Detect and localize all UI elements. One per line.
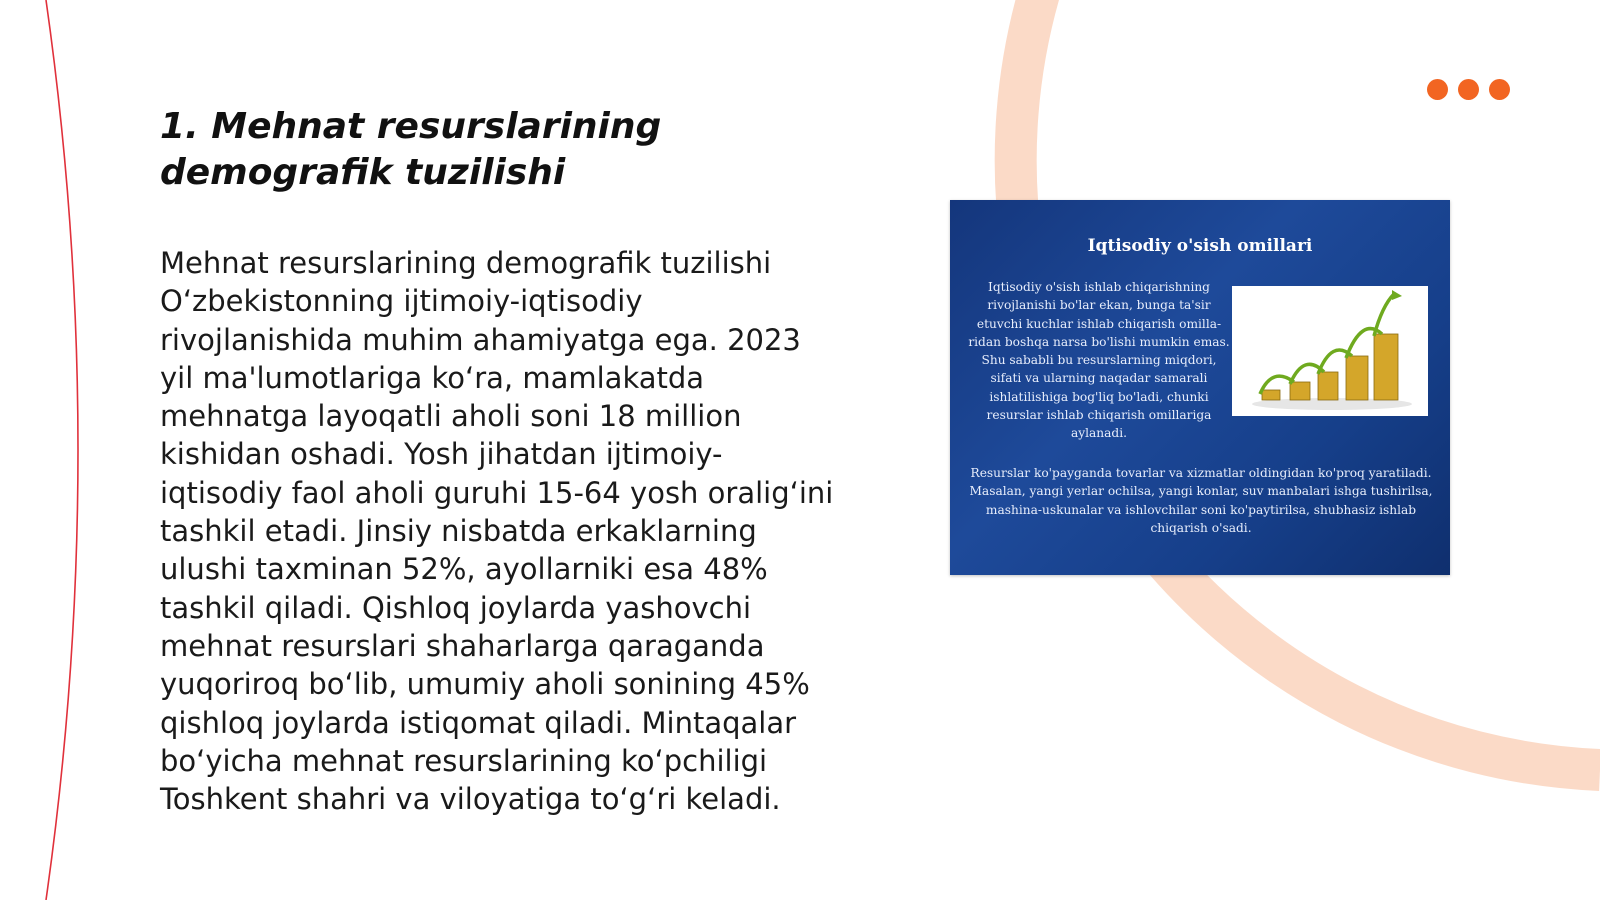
slide-body-text: Mehnat resurslarining demografik tuzilishi O‘zbekistonning ijtimoiy-iqtisodiy rivojlanishida muhim ahamiyatga ega. 2023 yil ma'lumotlariga ko‘ra, mamlakatda mehnatga layoqatli aholi soni 18 million kishidan oshadi. Yosh jihatdan ijtimoiy-iqtisodiy faol aholi guruhi 15-64 yosh oralig‘ini tashkil etadi. Jinsiy nisbatda erkaklarning ulushi taxminan 52%, ayollarniki esa 48% tashkil qiladi. Qishloq joylarda yashovchi mehnat resurslari shaharlarga qaraganda yuqoriroq bo‘lib, umumiy aholi sonining 45% qishloq joylarda istiqomat qiladi. Mintaqalar bo‘yicha mehnat resurslarining ko‘pchiligi Toshkent shahri va viloyatiga to‘g‘ri keladi. <box>160 246 834 817</box>
left-red-curve <box>46 0 78 900</box>
orange-dot-icon <box>1427 79 1448 100</box>
embedded-slide-image <box>950 200 1450 575</box>
embedded-image-title: Iqtisodiy o'sish omillari <box>1087 236 1313 256</box>
slide-title: 1. Mehnat resurslarining demografik tuzilishi <box>160 106 662 193</box>
embedded-image-paragraph-1: Iqtisodiy o'sish ishlab chiqarishning rivojlanishi bo'lar ekan, bunga ta'sir etuvchi kuchlar ishlab chiqarish omilla-ridan boshqa narsa bo'lishi mumkin emas. Shu sababli bu resurslarning miqdori, sifati va ularning naqadar samarali ishlatilishiga bog'liq bo'ladi, chunki resurslar ishlab chiqarish omillariga aylanadi. <box>968 280 1230 441</box>
orange-dot-icon <box>1489 79 1510 100</box>
embedded-image-paragraph-2: Resurslar ko'paygandа tovarlar va xizmatlar oldingidan ko'proq yaratiladi. Masalan, yangi yerlar ochilsa, yangi konlar, suv manbalari ishga tushirilsa, mashina-uskunalar va ishlovchilar soni ko'paytirilsa, shubhasiz ishlab chiqarish o'sadi. <box>969 466 1433 535</box>
orange-dot-icon <box>1458 79 1479 100</box>
growing-coin-stacks-icon <box>1232 286 1428 416</box>
decorative-dots <box>1427 79 1510 100</box>
